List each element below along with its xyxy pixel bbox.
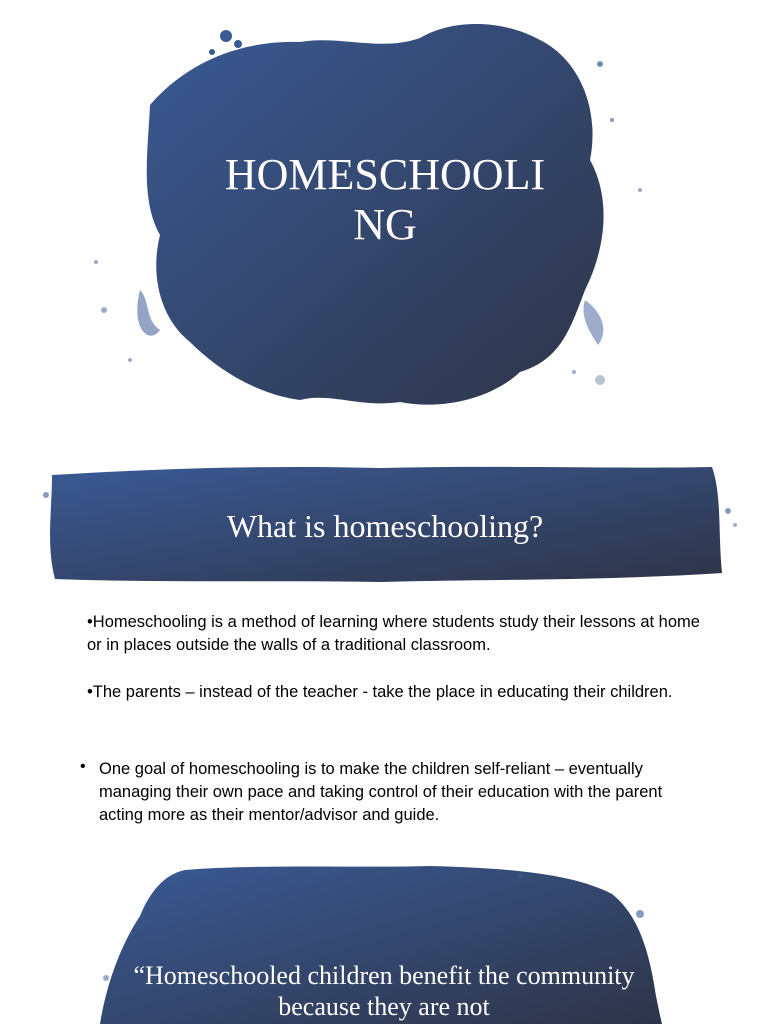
quote-slide	[0, 866, 768, 1024]
paragraph-definition: •Homeschooling is a method of learning where students study their lessons at home or in places outside the walls of a traditional classroom.	[87, 613, 700, 654]
slide-title: HOMESCHOOLI NG	[224, 150, 546, 249]
slide-quote: “Homeschooled children benefit the community because they are not	[133, 961, 635, 1021]
title-slide	[0, 0, 768, 440]
bullet-item-goal	[80, 758, 700, 827]
paragraph-goal: One goal of homeschooling is to make the children self-reliant – eventually managing their own pace and taking control of their education with the parent acting more as their mentor/advisor and guide.	[99, 760, 663, 824]
slide-heading: What is homeschooling?	[226, 508, 544, 544]
paragraph-parents: •The parents – instead of the teacher - take the place in educating their children.	[87, 683, 673, 701]
heading-slide	[0, 455, 768, 595]
bullet-marker: •	[80, 758, 86, 775]
